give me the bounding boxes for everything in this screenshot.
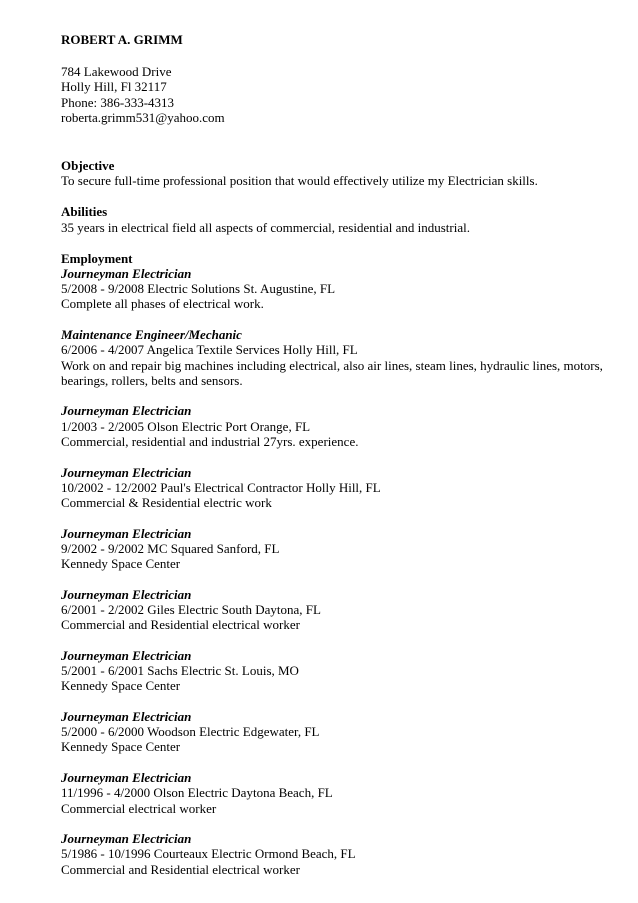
job-description: Complete all phases of electrical work. [61, 296, 264, 312]
job-title: Journeyman Electrician [61, 770, 192, 786]
objective-section [61, 158, 621, 188]
job-description: Work on and repair big machines including electrical, also air lines, steam lines, hydraulic lines, motors, bearings, rollers, belts and sensors. [61, 357, 603, 388]
email-address: roberta.grimm531@yahoo.com [61, 109, 225, 125]
abilities-section [61, 204, 621, 234]
job-entry [61, 403, 621, 449]
job-dates-employer: 5/2001 - 6/2001 Sachs Electric St. Louis, MO [61, 663, 299, 679]
job-entry [61, 831, 621, 877]
applicant-name: ROBERT A. GRIMM [61, 32, 183, 47]
address-line-2: Holly Hill, Fl 32117 [61, 79, 167, 95]
job-dates-employer: 1/2003 - 2/2005 Olson Electric Port Orange, FL [61, 418, 311, 434]
job-title: Journeyman Electrician [61, 831, 192, 847]
job-entry [61, 266, 621, 312]
job-entry [61, 526, 621, 572]
job-dates-employer: 6/2001 - 2/2002 Giles Electric South Daytona, FL [61, 601, 321, 617]
job-dates-employer: 10/2002 - 12/2002 Paul's Electrical Contractor Holly Hill, FL [61, 479, 381, 495]
address-line-1: 784 Lakewood Drive [61, 64, 172, 80]
job-description: Commercial & Residential electric work [61, 494, 272, 510]
job-entry [61, 770, 621, 816]
job-description: Commercial and Residential electrical worker [61, 861, 300, 877]
contact-block [61, 64, 621, 125]
job-description: Commercial electrical worker [61, 800, 217, 816]
job-title: Journeyman Electrician [61, 266, 192, 282]
abilities-heading: Abilities [61, 204, 108, 220]
objective-heading: Objective [61, 158, 115, 174]
objective-text: To secure full-time professional position that would effectively utilize my Electrician skills. [61, 173, 538, 189]
job-description: Commercial and Residential electrical worker [61, 617, 300, 633]
employment-heading: Employment [61, 250, 133, 266]
job-entry [61, 648, 621, 694]
abilities-text: 35 years in electrical field all aspects of commercial, residential and industrial. [61, 219, 470, 235]
job-description: Kennedy Space Center [61, 678, 181, 694]
job-dates-employer: 11/1996 - 4/2000 Olson Electric Daytona Beach, FL [61, 785, 333, 801]
phone-number: Phone: 386-333-4313 [61, 94, 175, 110]
job-title: Journeyman Electrician [61, 709, 192, 724]
job-title: Journeyman Electrician [61, 647, 192, 663]
job-entry [61, 327, 621, 388]
job-dates-employer: 5/2008 - 9/2008 Electric Solutions St. Augustine, FL [61, 281, 336, 297]
resume-page [61, 32, 621, 877]
job-entry [61, 709, 621, 755]
job-title: Maintenance Engineer/Mechanic [61, 327, 242, 343]
job-dates-employer: 5/2000 - 6/2000 Woodson Electric Edgewater, FL [61, 724, 320, 740]
job-title: Journeyman Electrician [61, 464, 192, 480]
job-dates-employer: 6/2006 - 4/2007 Angelica Textile Services Holly Hill, FL [61, 342, 358, 358]
job-title: Journeyman Electrician [61, 403, 192, 419]
job-title: Journeyman Electrician [61, 525, 192, 541]
job-description: Kennedy Space Center [61, 556, 181, 572]
job-description: Kennedy Space Center [61, 739, 181, 755]
job-dates-employer: 9/2002 - 9/2002 MC Squared Sanford, FL [61, 540, 280, 556]
job-description: Commercial, residential and industrial 27yrs. experience. [61, 433, 359, 449]
job-entry [61, 587, 621, 633]
job-entry [61, 465, 621, 511]
job-dates-employer: 5/1986 - 10/1996 Courteaux Electric Ormond Beach, FL [61, 846, 356, 862]
employment-section [61, 251, 621, 877]
job-title: Journeyman Electrician [61, 586, 192, 602]
